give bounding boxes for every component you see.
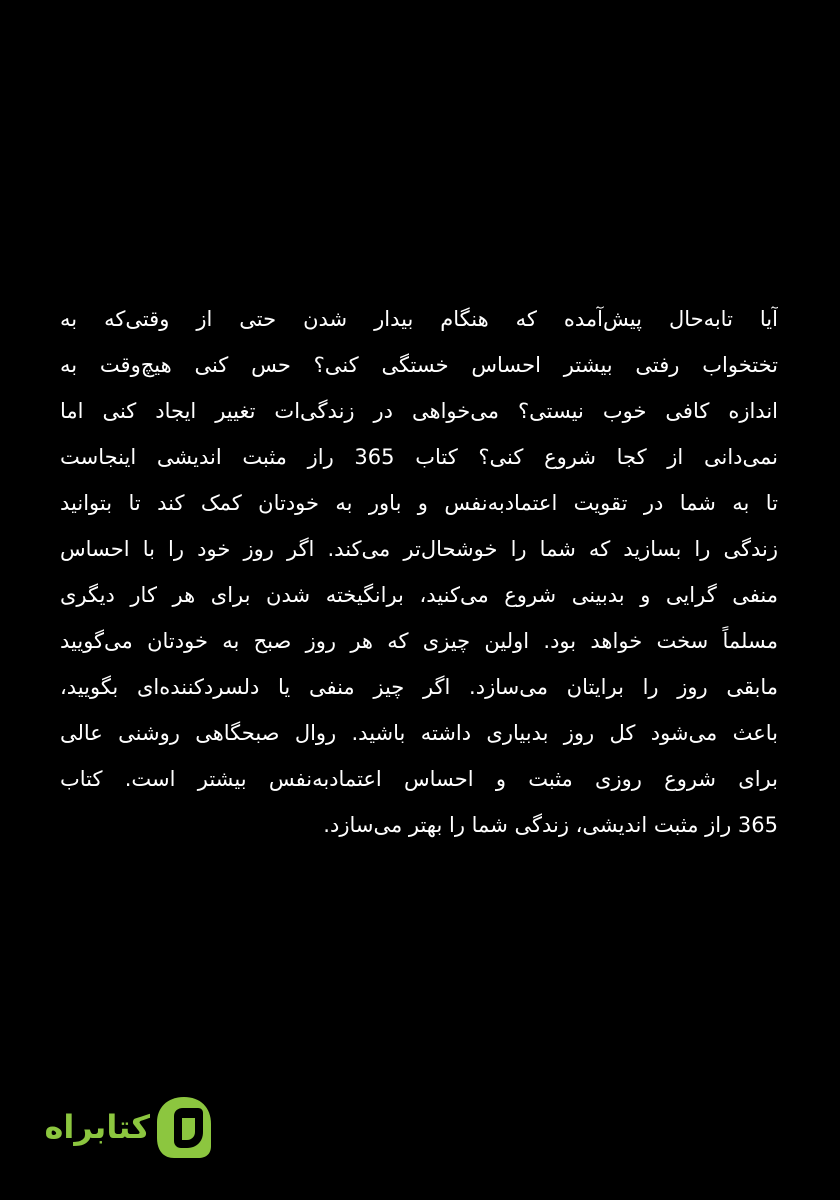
description-line: اندازه کافی خوب نیستی؟ می‌خواهی در زندگی‌ات تغییر ایجاد کنی اما (60, 399, 778, 423)
description-line: نمی‌دانی از کجا شروع کنی؟ کتاب 365 راز مثبت اندیشی اینجاست (60, 445, 778, 469)
description-line: آیا تابه‌حال پیش‌آمده که هنگام بیدار شدن حتی از وقتی‌که به (60, 307, 778, 331)
description-line: باعث می‌شود کل روز بدبیاری داشته باشید. روال صبحگاهی روشنی عالی (60, 721, 778, 745)
book-description (60, 296, 778, 848)
description-line: مابقی روز را برایتان می‌سازد. اگر چیز منفی یا دلسردکننده‌ای بگویید، (60, 675, 778, 699)
description-line: 365 راز مثبت اندیشی، زندگی شما را بهتر می‌سازد. (323, 813, 778, 837)
description-line: منفی گرایی و بدبینی شروع می‌کنید، برانگیخته شدن برای هر کار دیگری (60, 583, 778, 607)
description-line: زندگی را بسازید که شما را خوشحال‌تر می‌کند. اگر روز خود را با احساس (60, 537, 778, 561)
ketabrah-logo-icon (154, 1094, 214, 1160)
description-line: برای شروع روزی مثبت و احساس اعتمادبه‌نفس بیشتر است. کتاب (60, 767, 778, 791)
logo-wordmark: کتابراه (44, 1108, 150, 1146)
description-line: تا به شما در تقویت اعتمادبه‌نفس و باور به خودتان کمک کند تا بتوانید (60, 491, 778, 515)
ketabrah-logo (38, 1092, 218, 1162)
description-line: مسلماً سخت خواهد بود. اولین چیزی که هر روز صبح به خودتان می‌گویید (60, 629, 778, 653)
description-line: تختخواب رفتی بیشتر احساس خستگی کنی؟ حس کنی هیچ‌وقت به (60, 353, 778, 377)
